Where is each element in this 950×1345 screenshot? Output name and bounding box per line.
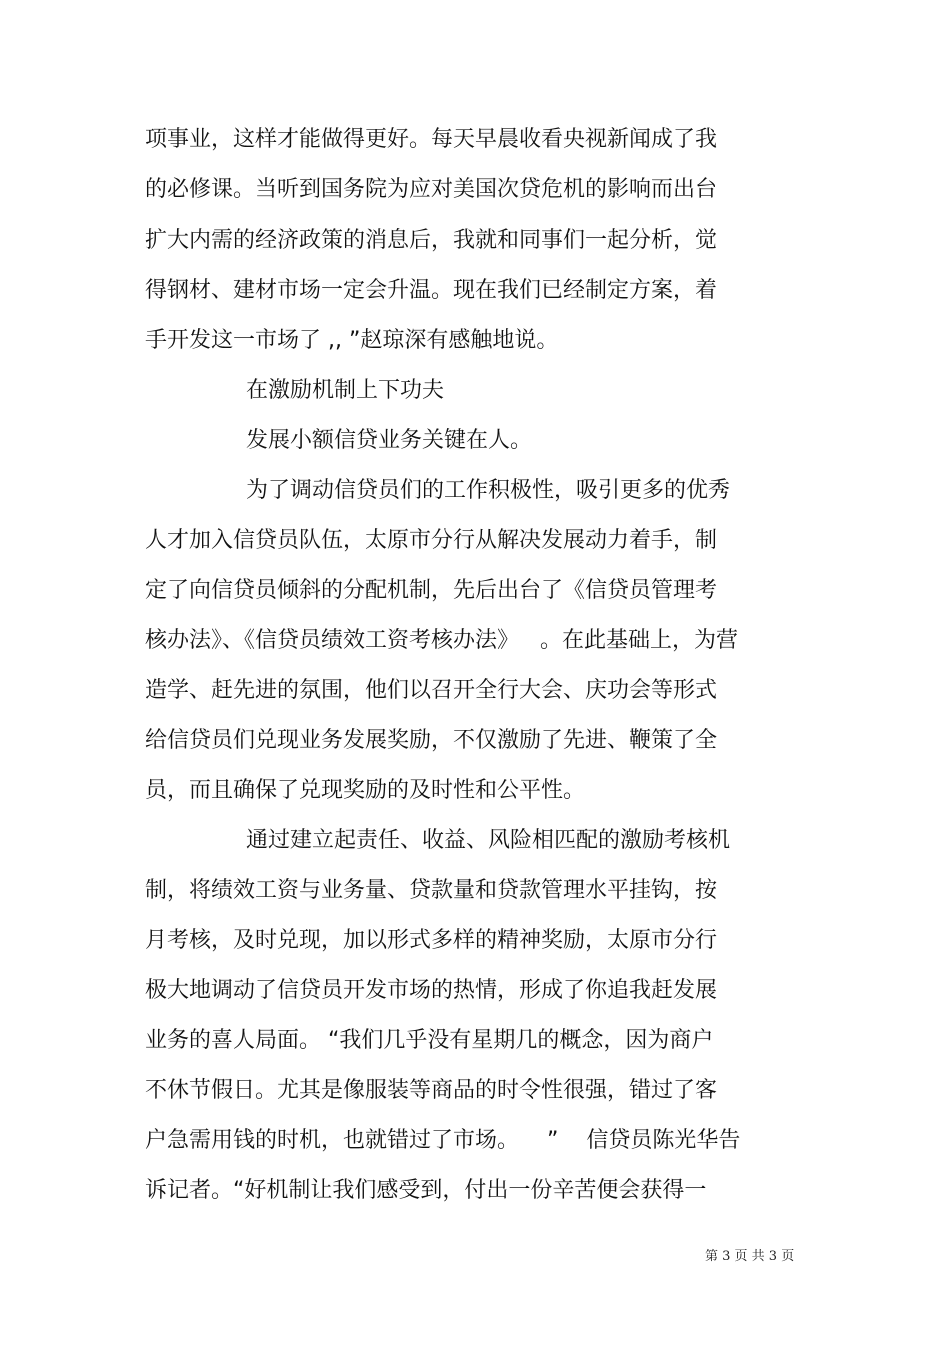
body-text-line: 月考核，及时兑现，加以形式多样的精神奖励，太原市分行 xyxy=(145,928,718,953)
body-text-line: 给信贷员们兑现业务发展奖励，不仅激励了先进、鞭策了全 xyxy=(145,728,718,753)
body-text-line: 人才加入信贷员队伍，太原市分行从解决发展动力着手，制 xyxy=(145,528,718,553)
body-text-line: 的必修课。当听到国务院为应对美国次贷危机的影响而出台 xyxy=(145,177,718,202)
body-text-line: 造学、赶先进的氛围，他们以召开全行大会、庆功会等形式 xyxy=(145,678,718,703)
body-text-line: 员，而且确保了兑现奖励的及时性和公平性。 xyxy=(145,778,586,803)
section-heading: 在激励机制上下功夫 xyxy=(246,378,445,403)
body-text-line: 发展小额信贷业务关键在人。 xyxy=(246,428,533,453)
body-text-line: 诉记者。“好机制让我们感受到，付出一份辛苦便会获得一 xyxy=(145,1178,707,1203)
body-text-line: 项事业，这样才能做得更好。每天早晨收看央视新闻成了我 xyxy=(145,127,718,152)
body-text-line: 户急需用钱的时机，也就错过了市场。 ” 信贷员陈光华告 xyxy=(145,1128,741,1153)
page-number-footer: 第 3 页 共 3 页 xyxy=(705,1249,795,1264)
body-text-line: 制，将绩效工资与业务量、贷款量和贷款管理水平挂钩，按 xyxy=(145,878,718,903)
body-text-line: 扩大内需的经济政策的消息后，我就和同事们一起分析，觉 xyxy=(145,228,718,253)
body-text-line: 手开发这一市场了 ,, ”赵琼深有感触地说。 xyxy=(145,328,559,353)
body-text-line: 定了向信贷员倾斜的分配机制，先后出台了《信贷员管理考 xyxy=(145,578,718,603)
body-text-line: 业务的喜人局面。 “我们几乎没有星期几的概念，因为商户 xyxy=(145,1028,714,1053)
body-text-line: 极大地调动了信贷员开发市场的热情，形成了你追我赶发展 xyxy=(145,978,718,1003)
body-text-line: 核办法》、《信贷员绩效工资考核办法》 。在此基础上，为营 xyxy=(145,628,738,653)
body-text-line: 得钢材、建材市场一定会升温。现在我们已经制定方案，着 xyxy=(145,278,718,303)
body-text-line: 为了调动信贷员们的工作积极性，吸引更多的优秀 xyxy=(246,478,731,503)
body-text-line: 通过建立起责任、收益、风险相匹配的激励考核机 xyxy=(246,828,731,853)
body-text-line: 不休节假日。尤其是像服装等商品的时令性很强，错过了客 xyxy=(145,1078,718,1103)
